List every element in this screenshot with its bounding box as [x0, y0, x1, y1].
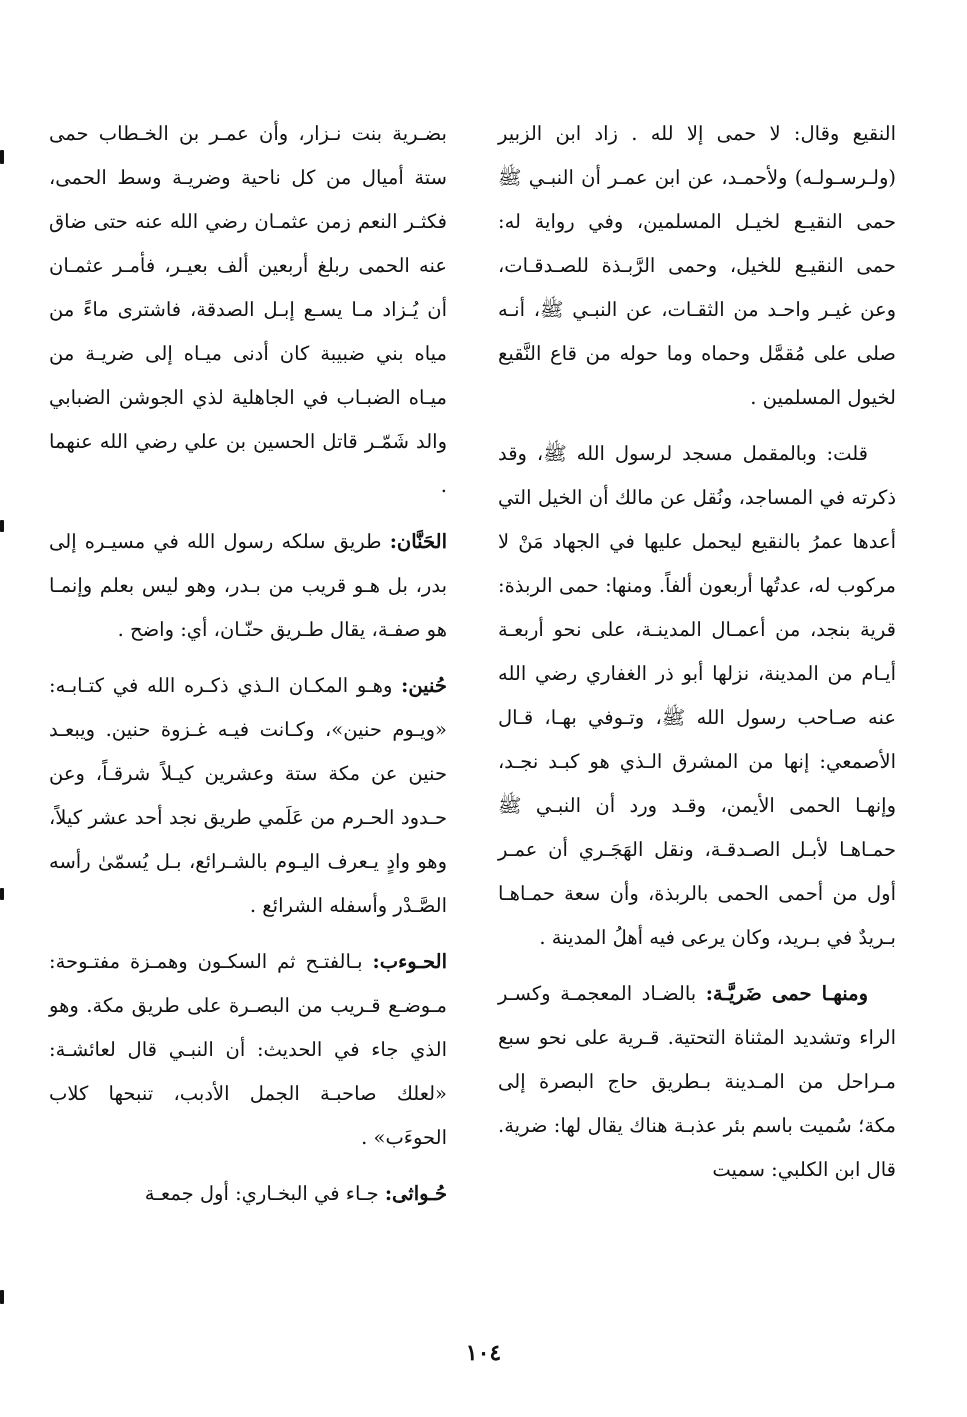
paragraph-muqammal-rabadha [498, 432, 896, 960]
page-number: ١٠٤ [465, 1340, 502, 1366]
paragraph-naqi-hima [498, 112, 896, 420]
paragraph-dariyya-continued [49, 112, 447, 508]
entry-headword: حُـواثى: [384, 1182, 447, 1205]
paragraph-text: النقيع وقال: لا حمى إلا لله . زاد ابن الزبير (ولـرسـولـه) ولأحمـد، عن ابن عمـر أن النبـي ﷺ حمى النقيـع لخيـل المسلمين، وفي رواية له: حمى النقيـع للخيل، وحمى الرَّبـذة للصـدقـات، وعن غيـر واحـد من الثقـات، عن النبـي ﷺ، أنـه صلى على مُقمَّل وحماه وما حوله من قاع النَّقيع لخيول المسلمين . [498, 122, 896, 409]
left-column [49, 112, 447, 1228]
paragraph-text: بضـرية بنت نـزار، وأن عمـر بن الخـطاب حمى ستة أميال من كل ناحية وضريـة وسط الحمى، فكثـر النعم زمن عثمـان رضي الله عنه حتى ضاق عنه الحمى ربلغ أربعين ألف بعيـر، فأمـر عثمـان أن يُـزاد مـا يسـع إبـل الصدقة، فاشترى ماءً من مياه بني ضبيبة كان أدنى ميـاه إلى ضريـة من ميـاه الضبـاب في الجاهلية لذي الجوشن الضبابي والد شَمّـر قاتل الحسين بن علي رضي الله عنهما . [49, 122, 447, 497]
entry-hannan [49, 520, 447, 652]
entry-text: طريق سلكه رسول الله في مسيـره إلى بدر، بل هـو قريب من بـدر، وهو ليس بعلم وإنمـا هو صفـة، يقال طـريق حنّـان، أي: واضح . [49, 530, 447, 641]
right-column [498, 112, 896, 1204]
entry-headword: الحَنَّان: [389, 530, 447, 553]
entry-huwatha [49, 1172, 447, 1216]
margin-mark [0, 150, 4, 164]
paragraph-lead: ومنهـا حمى ضَريَّـة: [705, 982, 868, 1005]
margin-mark [0, 1290, 4, 1304]
paragraph-text: بالضـاد المعجمـة وكسـر الراء وتشديد المثناة التحتية. قـرية على نحو سبع مـراحل من المـدينة بـطريق حاج البصرة إلى مكة؛ سُميت باسم بئر عذبـة هناك يقال لها: ضرية. قال ابن الكلبي: سميت [498, 982, 896, 1181]
entry-text: وهـو المكـان الـذي ذكـره الله في كتـابـه: «ويـوم حنين»، وكـانت فيـه غـزوة حنين. ويبعـد حنين عن مكة ستة وعشرين كيـلاً شرقـاً، وعن حـدود الحـرم من عَلَمي طريق نجد أحد عشر كيلاً، وهو وادٍ يـعرف اليـوم بالشـرائع، بـل يُسمّىٰ رأسه الصَّـدْر وأسفله الشرائع . [49, 674, 447, 917]
entry-text: بـالفتـح ثم السكـون وهمـزة مفتـوحة: مـوضـع قـريب من البصـرة على طريق مكة. وهو الذي جاء في الحديث: أن النبـي قال لعائشـة: «لعلك صاحبـة الجمل الأدبب، تنبحها كلاب الحوءَب» . [49, 950, 447, 1149]
entry-hunayn [49, 664, 447, 928]
paragraph-text: قلت: وبالمقمل مسجد لرسول الله ﷺ، وقد ذكرته في المساجد، ونُقل عن مالك أن الخيل التي أعدها عمرُ بالنقيع ليحمل عليها في الجهاد مَنْ لا مركوب له، عدتُها أربعون ألفاً. ومنها: حمى الربذة: قرية بنجد، من أعمـال المدينـة، على نحو أربعـة أيـام من المدينة، نزلها أبو ذر الغفاري رضي الله عنه صـاحب رسول الله ﷺ، وتـوفي بهـا، قـال الأصمعي: إنها من المشرق الـذي هو كبـد نجـد، وإنهـا الحمى الأيمن، وقـد ورد أن النبـي ﷺ حمـاهـا لأبـل الصـدقـة، ونقل الهَجَـري أن عمـر أول من أحمى الحمى بالربذة، وأن سعة حمـاهـا بـريدٌ في بـريد، وكان يرعى فيه أهلُ المدينة . [498, 442, 896, 949]
entry-text: جـاء في البخـاري: أول جمعـة [144, 1182, 385, 1205]
entry-headword: الحـوءب: [372, 950, 447, 973]
paragraph-dariyya [498, 972, 896, 1192]
margin-mark [0, 520, 4, 532]
entry-hawab [49, 940, 447, 1160]
margin-mark [0, 888, 4, 900]
entry-headword: حُنين: [401, 674, 447, 697]
